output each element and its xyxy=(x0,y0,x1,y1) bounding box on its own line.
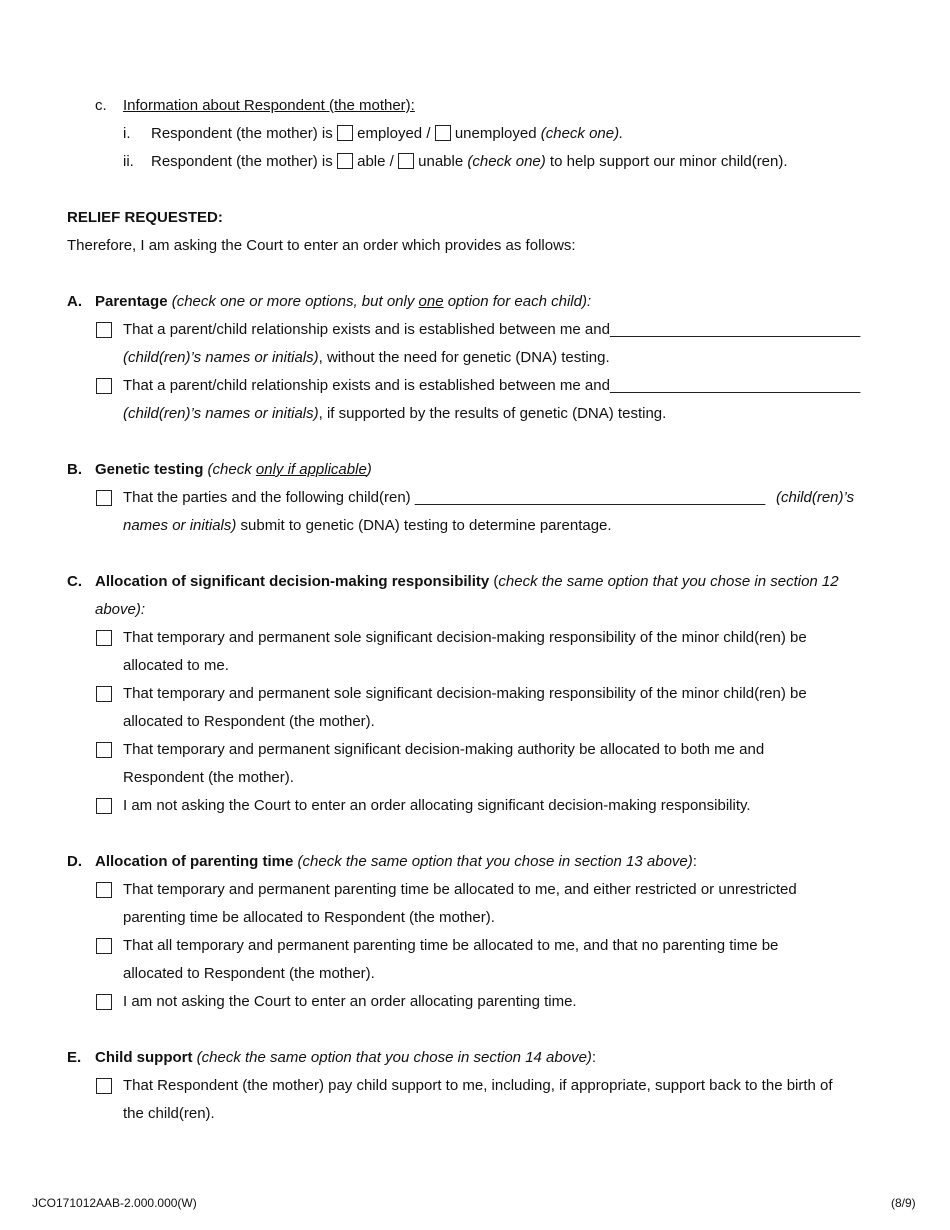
support-prefix: Respondent (the mother) is xyxy=(151,153,333,170)
sole-decision-to-mother-text: That temporary and permanent sole significant decision-making responsibility of the minor child(ren) be xyxy=(123,685,807,702)
section-c-heading: Allocation of significant decision-making responsibility (check the same option that you chose in section 12 xyxy=(95,573,839,590)
no-parenting-order-text: I am not asking the Court to enter an order allocating parenting time. xyxy=(123,993,577,1010)
sole-decision-to-me-checkbox[interactable] xyxy=(96,630,112,646)
employment-hint: (check one). xyxy=(540,125,624,142)
no-parenting-order-checkbox[interactable] xyxy=(96,994,112,1010)
able-checkbox[interactable] xyxy=(337,153,353,169)
employment-prefix: Respondent (the mother) is xyxy=(151,125,333,142)
sole-decision-to-mother-line2: allocated to Respondent (the mother). xyxy=(123,713,375,730)
section-d-heading: Allocation of parenting time (check the same option that you chose in section 13 above): xyxy=(95,853,697,870)
parentage-no-dna-line2: (child(ren)’s names or initials), without the need for genetic (DNA) testing. xyxy=(123,349,610,366)
all-parenting-time-checkbox[interactable] xyxy=(96,938,112,954)
support-hint: (check one) xyxy=(467,153,546,170)
support-suffix: to help support our minor child(ren). xyxy=(549,153,788,170)
form-id: JCO171012AAB-2.000.000(W) xyxy=(32,1196,197,1210)
page-number: (8/9) xyxy=(891,1196,916,1210)
section-e-letter: E. xyxy=(67,1049,82,1066)
section-c-title: Allocation of significant decision-making responsibility xyxy=(95,573,490,590)
section-e-heading: Child support (check the same option that you chose in section 14 above): xyxy=(95,1049,597,1066)
child-support-line2: the child(ren). xyxy=(123,1105,215,1122)
sole-decision-to-me-text: That temporary and permanent sole significant decision-making responsibility of the minor child(ren) be xyxy=(123,629,807,646)
genetic-testing-text: That the parties and the following child(ren) __________________________________________ xyxy=(123,489,766,506)
item-marker-i: i. xyxy=(123,125,131,142)
item-marker-ii: ii. xyxy=(123,153,134,170)
section-d-letter: D. xyxy=(67,853,82,870)
respondent-info-heading: Information about Respondent (the mother): xyxy=(123,97,415,114)
section-e-hint: (check the same option that you chose in section 14 above) xyxy=(196,1049,592,1066)
relief-intro: Therefore, I am asking the Court to enter an order which provides as follows: xyxy=(67,237,576,254)
section-d-hint: (check the same option that you chose in section 13 above) xyxy=(297,853,693,870)
section-a-title: Parentage xyxy=(95,293,168,310)
parentage-dna-checkbox[interactable] xyxy=(96,378,112,394)
all-parenting-time-line2: allocated to Respondent (the mother). xyxy=(123,965,375,982)
section-a-hint: (check one or more options, but only one option for each child): xyxy=(171,293,592,310)
parentage-dna-text: That a parent/child relationship exists and is established between me and______________________________ xyxy=(123,377,861,394)
section-b-heading xyxy=(95,461,372,478)
support-ability-line xyxy=(151,153,788,170)
sole-decision-to-mother-checkbox[interactable] xyxy=(96,686,112,702)
section-d-title: Allocation of parenting time xyxy=(95,853,294,870)
employed-checkbox[interactable] xyxy=(337,125,353,141)
joint-decision-line2: Respondent (the mother). xyxy=(123,769,294,786)
employment-line xyxy=(151,125,623,142)
able-label: able / xyxy=(357,153,394,170)
no-decision-order-text: I am not asking the Court to enter an order allocating significant decision-making responsibility. xyxy=(123,797,751,814)
section-b-title: Genetic testing xyxy=(95,461,204,478)
section-b-letter: B. xyxy=(67,461,82,478)
all-parenting-time-text: That all temporary and permanent parenting time be allocated to me, and that no parenting time be xyxy=(123,937,779,954)
parenting-time-to-me-checkbox[interactable] xyxy=(96,882,112,898)
employed-label: employed / xyxy=(357,125,431,142)
unable-label: unable xyxy=(418,153,464,170)
section-b-hint: (check only if applicable) xyxy=(207,461,372,478)
joint-decision-checkbox[interactable] xyxy=(96,742,112,758)
genetic-testing-hint: (child(ren)’s xyxy=(776,489,855,506)
parentage-no-dna-text: That a parent/child relationship exists and is established between me and______________________________ xyxy=(123,321,861,338)
child-support-checkbox[interactable] xyxy=(96,1078,112,1094)
section-a-letter: A. xyxy=(67,293,82,310)
joint-decision-text: That temporary and permanent significant decision-making authority be allocated to both me and xyxy=(123,741,765,758)
genetic-testing-line2: names or initials) submit to genetic (DNA) testing to determine parentage. xyxy=(123,517,612,534)
parentage-dna-line2: (child(ren)’s names or initials), if supported by the results of genetic (DNA) testing. xyxy=(123,405,667,422)
section-e-title: Child support xyxy=(95,1049,193,1066)
relief-heading: RELIEF REQUESTED: xyxy=(67,209,223,226)
parentage-no-dna-checkbox[interactable] xyxy=(96,322,112,338)
unable-checkbox[interactable] xyxy=(398,153,414,169)
unemployed-label: unemployed xyxy=(454,125,537,142)
sole-decision-to-me-line2: allocated to me. xyxy=(123,657,229,674)
parenting-time-to-me-line2: parenting time be allocated to Respondent (the mother). xyxy=(123,909,495,926)
parenting-time-to-me-text: That temporary and permanent parenting time be allocated to me, and either restricted or unrestricted xyxy=(123,881,797,898)
section-c-letter: C. xyxy=(67,573,82,590)
section-c-hint: check the same option that you chose in section 12 xyxy=(498,573,839,590)
unemployed-checkbox[interactable] xyxy=(435,125,451,141)
genetic-testing-checkbox[interactable] xyxy=(96,490,112,506)
section-a-heading xyxy=(95,293,591,310)
child-support-text: That Respondent (the mother) pay child support to me, including, if appropriate, support back to the birth of xyxy=(123,1077,833,1094)
section-c-hint-line2: above): xyxy=(95,601,146,618)
no-decision-order-checkbox[interactable] xyxy=(96,798,112,814)
item-marker-c: c. xyxy=(95,97,107,114)
